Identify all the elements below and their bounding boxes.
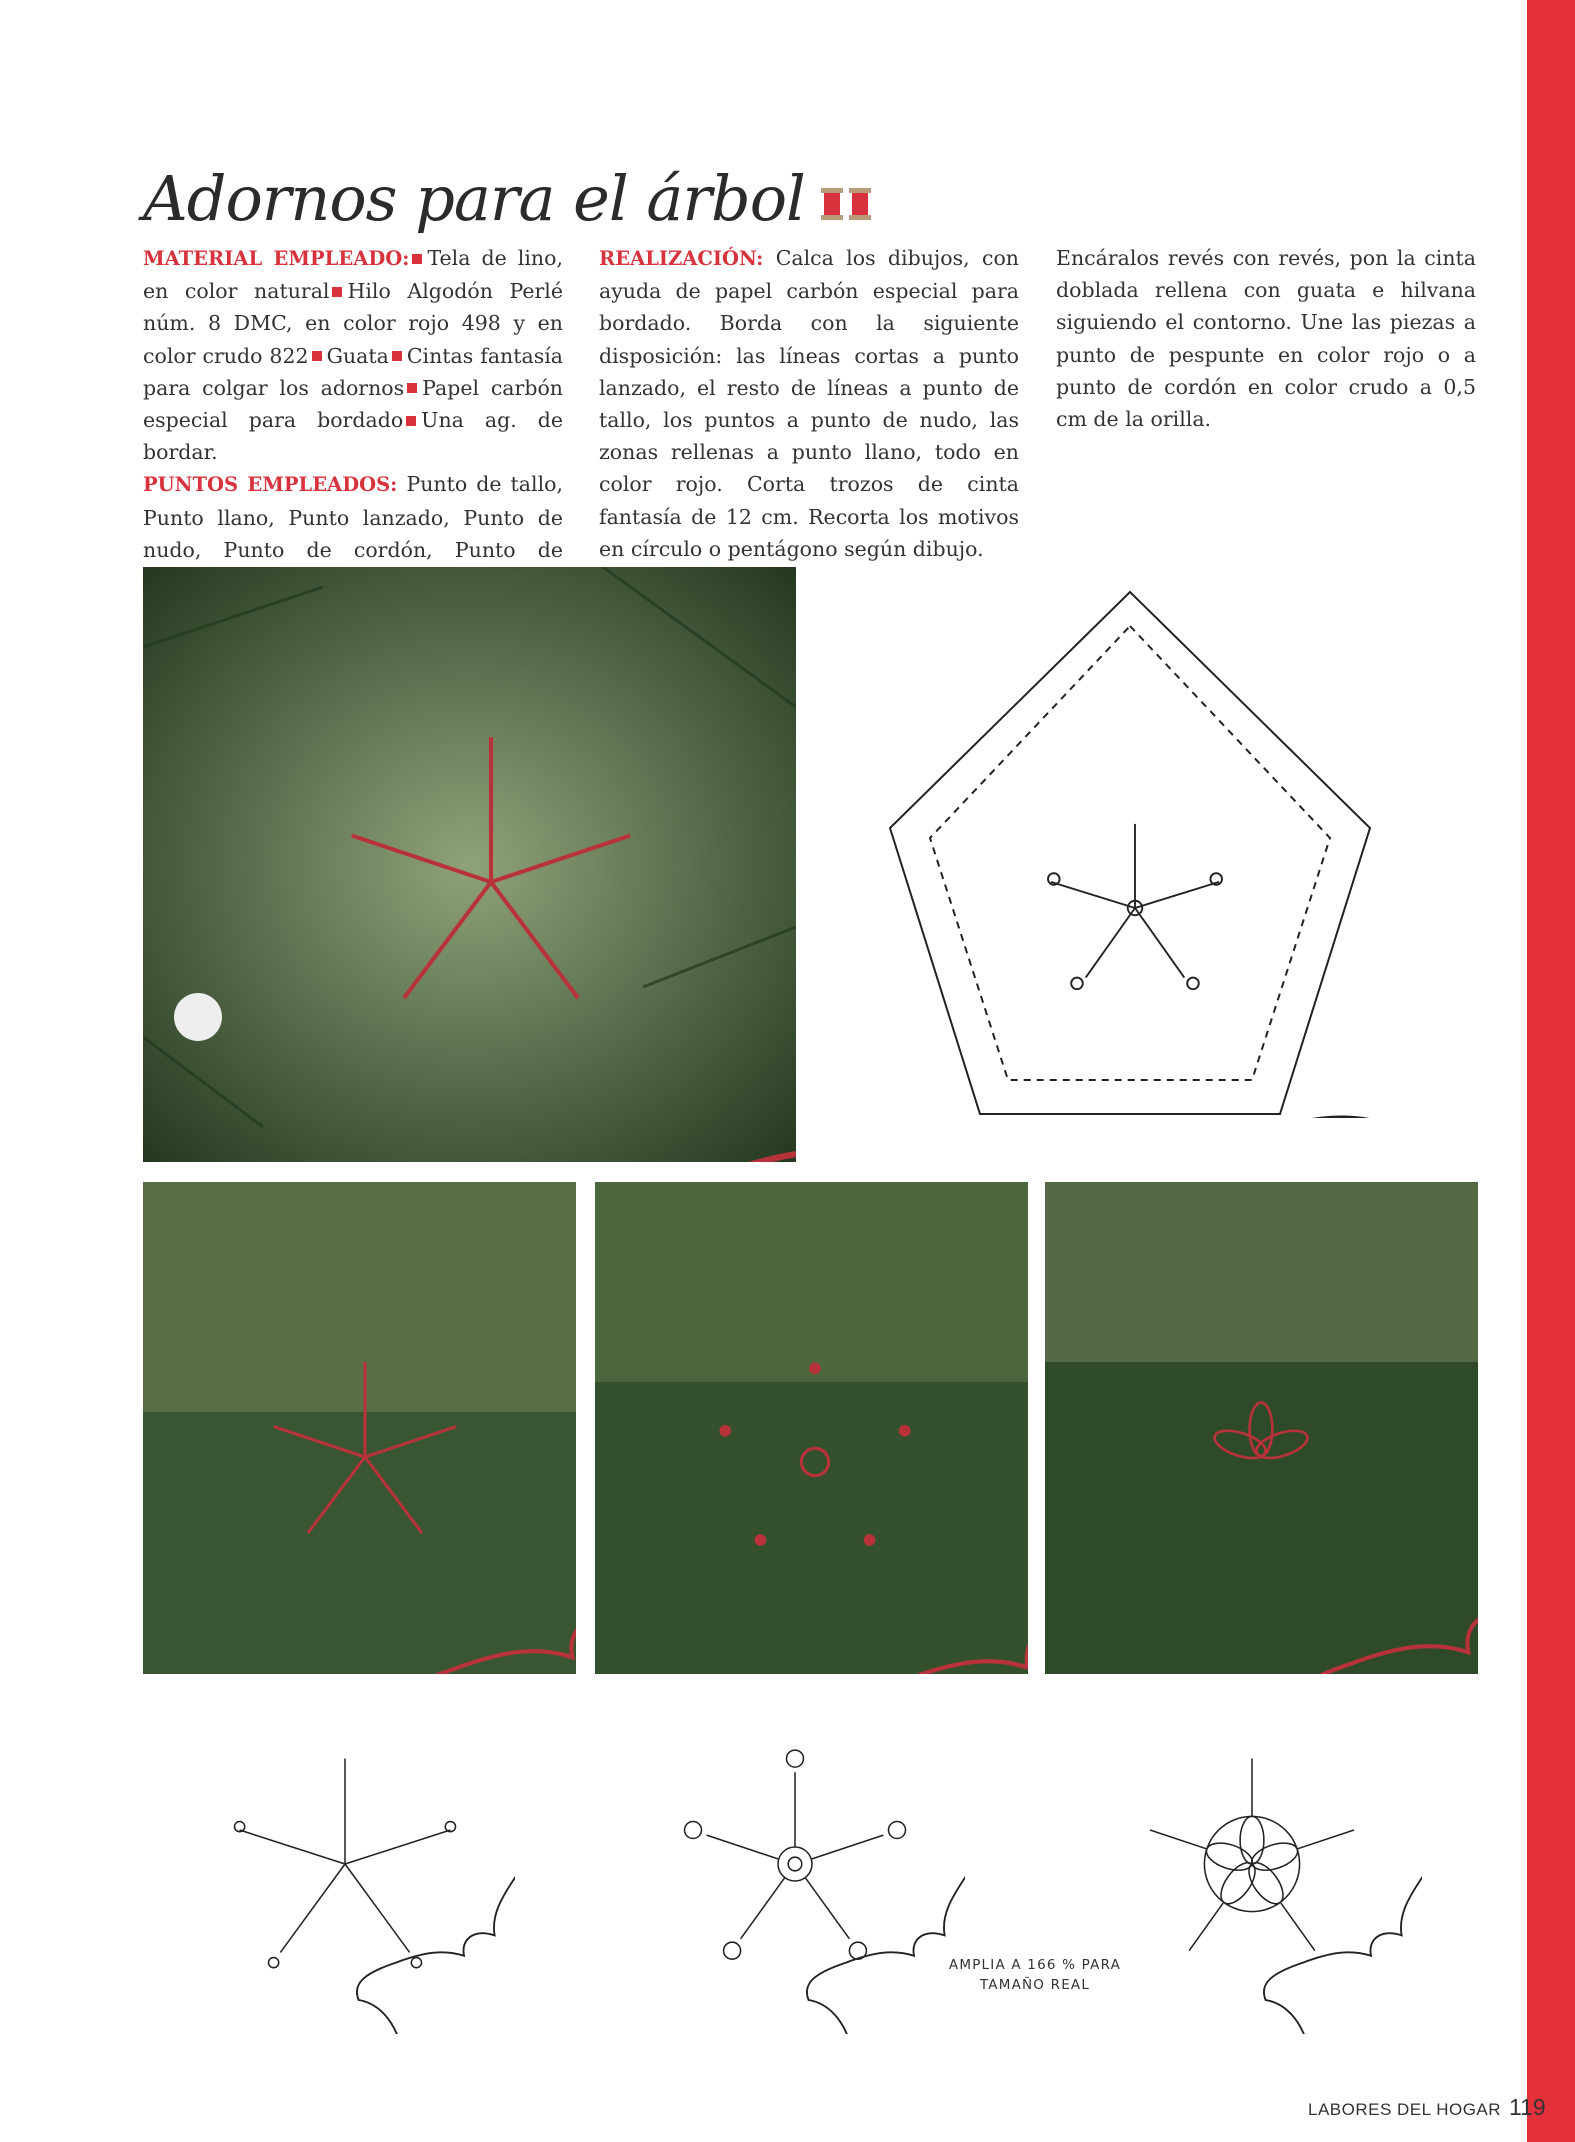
realizacion-text: Calca los dibujos, con ayuda de papel carbón especial para bordado. Borda con la siguiente disposición: las líneas cortas a punto lanzado, el resto de líneas a punto de tallo, los puntos a punto de nudo, las zonas rellenas a punto llano, todo en color rojo. Corta trozos de cinta fantasía de 12 cm. Recorta los motivos en círculo o pentágono según dibujo. xyxy=(599,246,1019,561)
magazine-name: LABORES DEL HOGAR xyxy=(1308,2100,1502,2119)
realizacion-label: REALIZACIÓN: xyxy=(599,247,764,270)
page-title: Adornos para el árbol xyxy=(143,161,805,235)
realizacion-paragraph-continued xyxy=(1056,242,1476,435)
pentagon-pattern-drawing xyxy=(880,588,1380,1118)
page-footer xyxy=(1308,2094,1546,2121)
title-row xyxy=(143,158,875,238)
enlarge-note-line-2: TAMAÑO REAL xyxy=(979,1977,1091,1993)
enlarge-note xyxy=(935,1955,1135,1995)
ornament-photo-3 xyxy=(1045,1182,1478,1674)
material-item: Papel carbón especial para bordado xyxy=(143,375,563,433)
bullet-square-icon xyxy=(332,287,342,297)
enlarge-note-line-1: AMPLIA A 166 % PARA xyxy=(948,1957,1122,1973)
text-column-3 xyxy=(1056,242,1476,435)
material-item: Una ag. de bordar. xyxy=(143,408,563,465)
page-number: 119 xyxy=(1509,2094,1546,2120)
star-pattern-drawing-1 xyxy=(175,1694,515,2034)
text-column-2 xyxy=(599,242,1019,565)
bullet-square-icon xyxy=(407,383,417,393)
bullet-square-icon xyxy=(406,416,416,426)
material-label: MATERIAL EMPLEADO: xyxy=(143,247,410,270)
ornament-photo-2 xyxy=(595,1182,1028,1674)
red-side-bar xyxy=(1527,0,1575,2142)
material-item: Cintas fantasía para colgar los adornos xyxy=(143,343,563,400)
puntos-label: PUNTOS EMPLEADOS: xyxy=(143,473,398,497)
star-pattern-drawing-2 xyxy=(625,1694,965,2034)
thread-spools-icon xyxy=(819,186,875,222)
bullet-square-icon xyxy=(312,351,322,361)
ornament-photo-1 xyxy=(143,1182,576,1674)
material-item: Guata xyxy=(326,343,389,368)
material-item: Tela de lino, en color natural xyxy=(143,246,563,304)
puntos-text: Punto de tallo, Punto llano, Punto lanzado, Punto de nudo, Punto de cordón, Punto de xyxy=(143,472,563,562)
bullet-square-icon xyxy=(412,254,422,264)
bullet-square-icon xyxy=(392,351,402,361)
material-paragraph xyxy=(143,242,563,468)
text-column-1 xyxy=(143,242,563,598)
realizacion-paragraph xyxy=(599,242,1019,565)
ornament-photo-large xyxy=(143,567,796,1162)
realizacion-text-continued: Encáralos revés con revés, pon la cinta doblada rellena con guata e hilvana siguiendo el contorno. Une las piezas a punto de pespunte en color rojo o a punto de cordón en color crudo a 0,5 cm de la orilla. xyxy=(1056,246,1476,432)
material-item: Hilo Algodón Perlé núm. 8 DMC, en color rojo 498 y en color crudo 822 xyxy=(143,279,563,368)
